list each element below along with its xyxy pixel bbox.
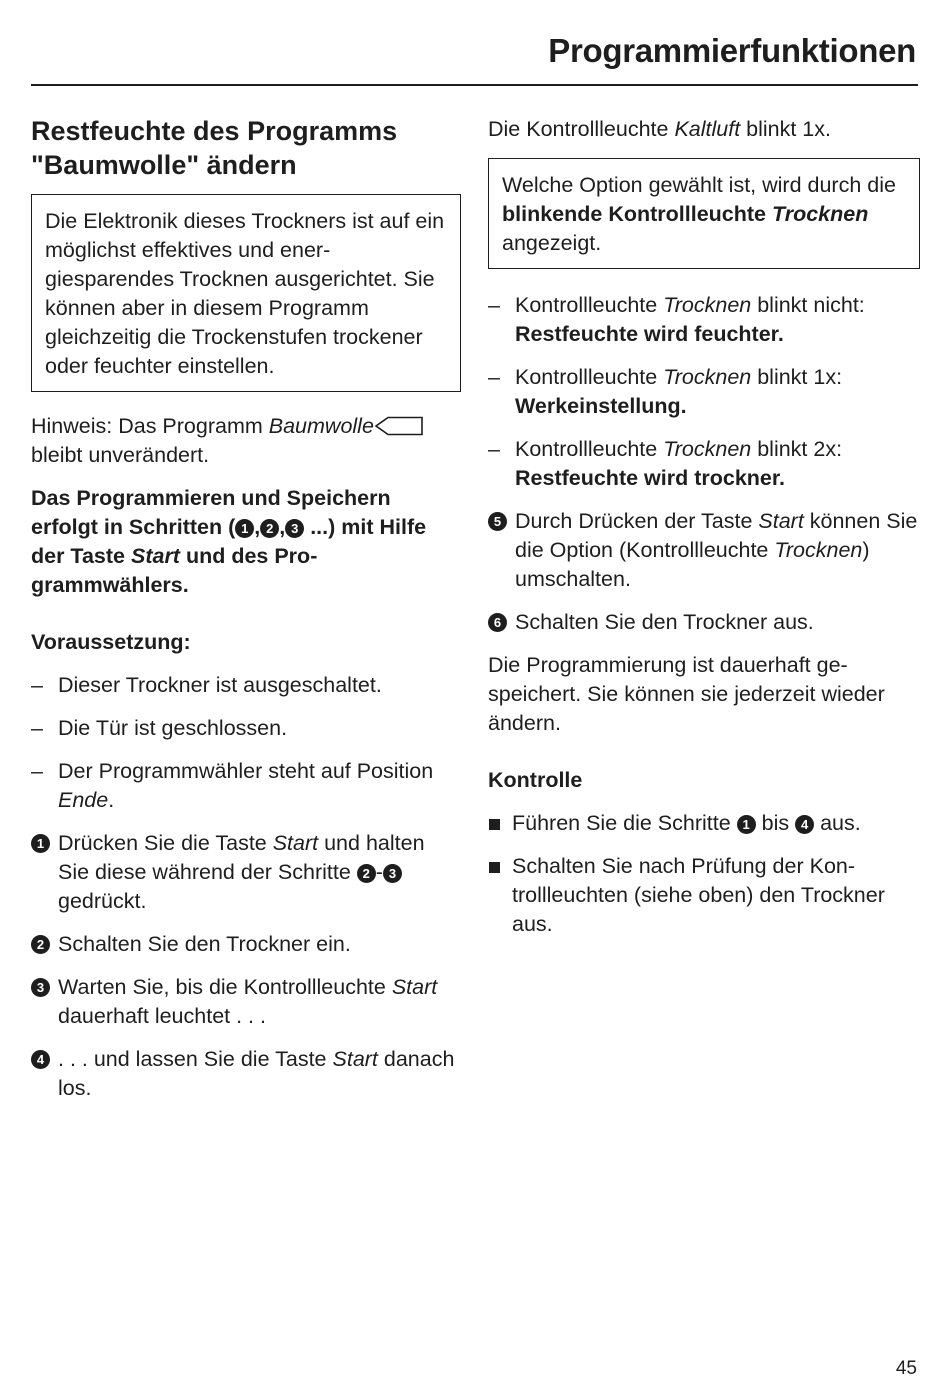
step-number-6-icon: 6 xyxy=(488,613,507,632)
prerequisite-item: – Der Programmwähler steht auf Position Ende. xyxy=(31,759,434,812)
step-number-2-icon: 2 xyxy=(31,935,50,954)
step-number-4-icon: 4 xyxy=(31,1050,50,1069)
prerequisite-item: – Dieser Trockner ist ausgeschaltet. xyxy=(31,673,382,697)
square-bullet-icon xyxy=(489,819,500,830)
right-column xyxy=(488,115,920,953)
control-item: Schalten Sie nach Prüfung der Kontrollleuchten (siehe oben) den Trockner aus. xyxy=(488,852,920,939)
shirt-symbol-icon xyxy=(374,416,424,436)
step-number-1-icon: 1 xyxy=(737,815,756,834)
step-number-3-icon: 3 xyxy=(285,519,304,538)
left-column xyxy=(31,112,461,1117)
prerequisite-heading: Voraussetzung: xyxy=(31,630,191,654)
step-number-3-icon: 3 xyxy=(383,864,402,883)
step-3: 3 Warten Sie, bis die Kontrollleuchte Start dauerhaft leuchtet . . . xyxy=(31,973,461,1031)
control-item: Führen Sie die Schritte 1 bis 4 aus. xyxy=(488,809,920,838)
step-number-1-icon: 1 xyxy=(235,519,254,538)
step-number-2-icon: 2 xyxy=(357,864,376,883)
header-divider xyxy=(31,84,918,86)
option-item: – Kontrollleuchte Trocknen blinkt 2x: Restfeuchte wird trockner. xyxy=(488,437,843,490)
step-number-5-icon: 5 xyxy=(488,512,507,531)
hint-paragraph: Hinweis: Das Programm Baumwolle bleibt unverändert. xyxy=(31,412,461,470)
page-number: 45 xyxy=(895,1358,917,1379)
section-title xyxy=(31,114,461,182)
step-6: 6 Schalten Sie den Trockner aus. xyxy=(488,608,920,637)
option-item: – Kontrollleuchte Trocknen blinkt nicht: Restfeuchte wird feuchter. xyxy=(488,293,865,346)
section-title-line2: "Baumwolle" ändern xyxy=(31,150,297,180)
step-1: 1 Drücken Sie die Taste Start und halten Sie diese während der Schritte 2 - 3 gedrückt. xyxy=(31,829,461,916)
info-box: Die Elektronik dieses Trockners ist auf ein möglichst effektives und energiesparendes Trocknen ausgerichtet. Sie können aber in diesem Programm gleichzeitig die Trockenstufen trockener oder feuchter einstellen. xyxy=(31,194,461,392)
option-info-box: Welche Option gewählt ist, wird durch die blinkende Kontrollleuchte Trocknen angezeigt. xyxy=(488,158,920,269)
program-name-baumwolle: Baumwolle xyxy=(268,414,374,438)
step-number-4-icon: 4 xyxy=(795,815,814,834)
step-number-3-icon: 3 xyxy=(31,978,50,997)
step-4: 4 . . . und lassen Sie die Taste Start danach los. xyxy=(31,1045,461,1103)
saved-note: Die Programmierung ist dauerhaft gespeichert. Sie können sie jederzeit wieder ändern. xyxy=(488,653,885,735)
step-5: 5 Durch Drücken der Taste Start können Sie die Option (Kontrollleuchte Trocknen) umschalten. xyxy=(488,507,920,594)
step-number-2-icon: 2 xyxy=(260,519,279,538)
section-title-line1: Restfeuchte des Programms xyxy=(31,116,398,146)
square-bullet-icon xyxy=(489,862,500,873)
programming-steps-note: Das Programmieren und Speichern erfolgt in Schritten ( 1 , 2 , 3 ...) mit Hilfe der Taste Start und des Programmwählers. xyxy=(31,486,427,597)
page-header-title: Programmierfunktionen xyxy=(548,32,916,69)
kaltluft-intro: Die Kontrollleuchte Kaltluft blinkt 1x. xyxy=(488,117,831,141)
control-heading: Kontrolle xyxy=(488,768,583,792)
step-number-1-icon: 1 xyxy=(31,834,50,853)
option-item: – Kontrollleuchte Trocknen blinkt 1x: Werkeinstellung. xyxy=(488,365,843,418)
step-2: 2 Schalten Sie den Trockner ein. xyxy=(31,930,461,959)
prerequisite-item: – Die Tür ist geschlossen. xyxy=(31,716,288,740)
